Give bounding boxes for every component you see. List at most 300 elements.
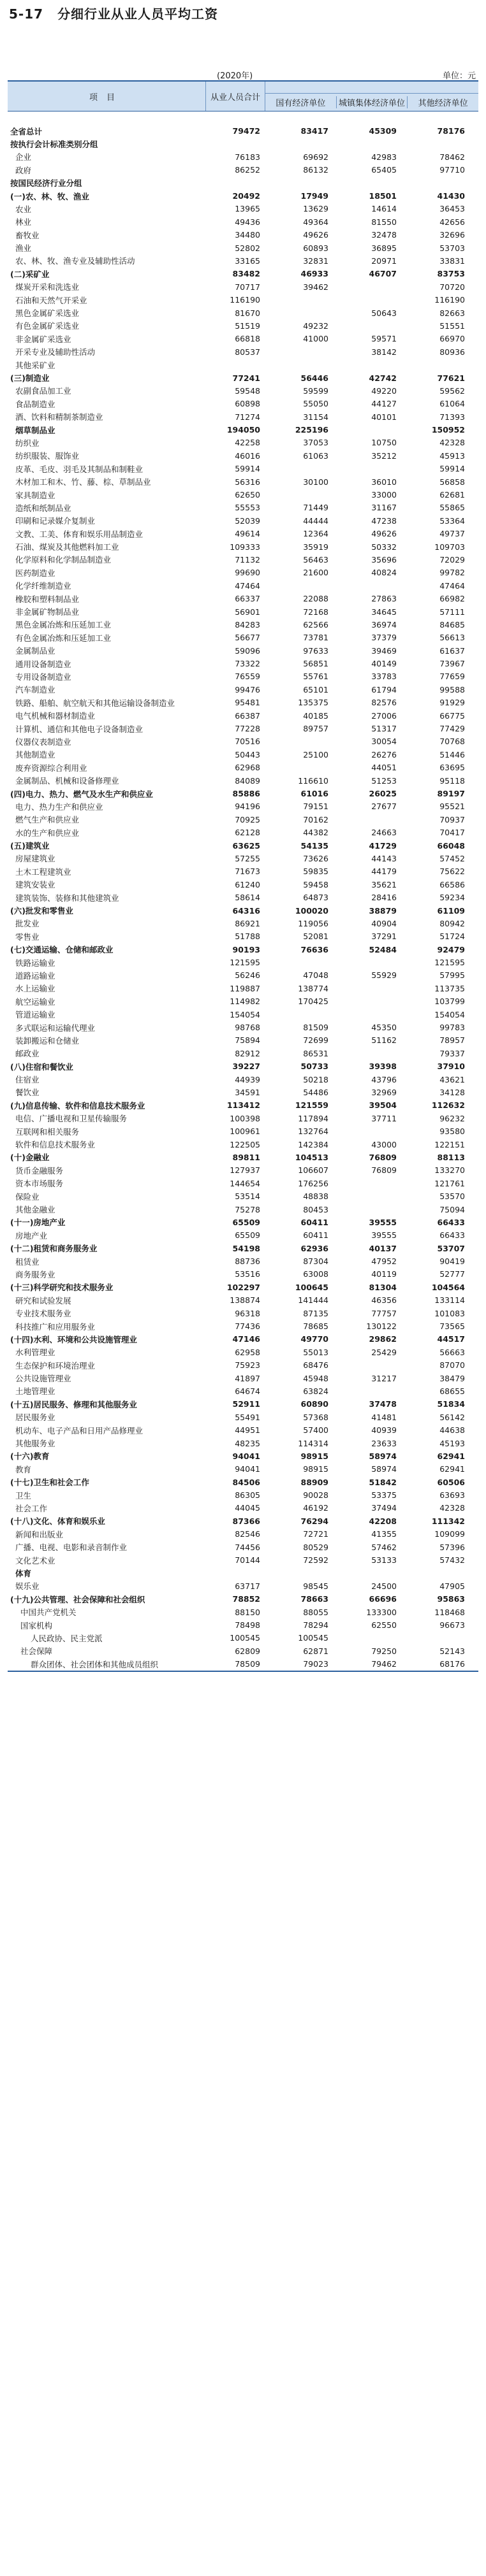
cell-value: 32696 <box>439 230 465 240</box>
row-label: 有色金属冶炼和压延加工业 <box>15 633 112 643</box>
table-row <box>8 1385 478 1397</box>
cell-value: 49364 <box>303 217 328 227</box>
row-label: (十八)文化、体育和娱乐业 <box>10 1516 105 1527</box>
cell-value: 176256 <box>298 1178 328 1188</box>
cell-total: 95481 <box>235 698 260 708</box>
table-row <box>8 488 478 501</box>
cell-total: 100961 <box>230 1126 260 1137</box>
header-total: 从业人员合计 <box>206 82 265 111</box>
table-row <box>8 1528 478 1541</box>
cell-value: 70720 <box>439 282 465 292</box>
cell-value: 44517 <box>437 1334 465 1344</box>
header-collective: 城镇集体经济单位 <box>337 96 408 108</box>
row-label: 按执行会计标准类别分组 <box>10 139 98 149</box>
cell-value: 47905 <box>439 1581 465 1591</box>
row-label: 体育 <box>15 1568 32 1578</box>
cell-value: 39462 <box>303 282 328 292</box>
table-row <box>8 1125 478 1137</box>
cell-value: 49626 <box>303 230 328 240</box>
table-row <box>8 1294 478 1307</box>
cell-value: 114314 <box>298 1438 328 1448</box>
table-row <box>8 956 478 968</box>
cell-value: 51317 <box>371 724 397 734</box>
row-label: (十七)卫生和社会工作 <box>10 1478 89 1488</box>
cell-value: 33783 <box>371 672 397 682</box>
cell-total: 54198 <box>232 1243 260 1253</box>
cell-value: 93580 <box>439 1126 465 1137</box>
cell-total: 144654 <box>230 1178 260 1188</box>
cell-total: 64674 <box>235 1386 260 1396</box>
cell-value: 92479 <box>437 944 465 954</box>
table-row <box>8 761 478 774</box>
cell-value: 35696 <box>371 554 397 565</box>
row-label: 土木工程建筑业 <box>15 867 71 877</box>
row-label: 管道运输业 <box>15 1010 55 1020</box>
cell-value: 17949 <box>300 191 328 201</box>
row-label: 水上运输业 <box>15 984 55 994</box>
cell-total: 86252 <box>235 165 260 175</box>
cell-value: 79023 <box>303 1659 328 1669</box>
row-label: (二)采矿业 <box>10 269 50 279</box>
cell-total: 127937 <box>230 1165 260 1176</box>
cell-total: 109333 <box>230 542 260 552</box>
row-label: (十三)科学研究和技术服务业 <box>10 1283 114 1293</box>
cell-total: 47146 <box>232 1334 260 1344</box>
cell-value: 36895 <box>371 243 397 253</box>
cell-value: 80936 <box>439 347 465 357</box>
cell-total: 56316 <box>235 477 260 487</box>
cell-value: 59914 <box>439 464 465 474</box>
cell-value: 51834 <box>437 1399 465 1409</box>
row-label: 零售业 <box>15 932 40 942</box>
row-label: 仪器仪表制造业 <box>15 737 71 747</box>
cell-value: 41729 <box>369 840 397 851</box>
cell-value: 57432 <box>439 1555 465 1565</box>
cell-value: 63693 <box>439 1490 465 1500</box>
cell-value: 100020 <box>295 905 328 916</box>
row-label: (十一)房地产业 <box>10 1218 66 1228</box>
row-label: 烟草制品业 <box>15 425 55 435</box>
row-label: 木材加工和木、竹、藤、棕、草制品业 <box>15 477 151 487</box>
cell-value: 27863 <box>371 594 397 604</box>
row-label: 政府 <box>15 165 32 175</box>
cell-value: 109099 <box>434 1529 465 1539</box>
table-header <box>8 82 478 112</box>
table-row <box>8 112 478 124</box>
row-label: (五)建筑业 <box>10 841 50 851</box>
cell-value: 71449 <box>303 503 328 513</box>
cell-value: 57396 <box>439 1542 465 1552</box>
table-row <box>8 345 478 358</box>
table-row <box>8 1086 478 1098</box>
cell-value: 42208 <box>369 1516 397 1526</box>
table-row <box>8 683 478 696</box>
cell-value: 90419 <box>439 1256 465 1267</box>
row-label: 家具制造业 <box>15 490 55 500</box>
row-label: 教育 <box>15 1464 32 1474</box>
table-row <box>8 1463 478 1476</box>
cell-value: 41000 <box>303 334 328 344</box>
cell-total: 61240 <box>235 879 260 889</box>
row-label: 研究和试验发展 <box>15 1295 71 1306</box>
table-row <box>8 943 478 956</box>
cell-total: 94041 <box>232 1451 260 1461</box>
cell-value: 46707 <box>369 269 397 279</box>
cell-value: 76809 <box>369 1152 397 1162</box>
cell-value: 106607 <box>298 1165 328 1176</box>
cell-value: 62941 <box>439 1464 465 1474</box>
row-label: 金属制品、机械和设备修理业 <box>15 776 119 786</box>
cell-value: 70768 <box>439 737 465 747</box>
table-row <box>8 748 478 761</box>
cell-total: 70516 <box>235 737 260 747</box>
table-row <box>8 1242 478 1255</box>
cell-value: 133270 <box>434 1165 465 1176</box>
cell-value: 38142 <box>371 347 397 357</box>
cell-value: 50218 <box>303 1074 328 1084</box>
row-label: 保险业 <box>15 1191 40 1202</box>
cell-value: 55013 <box>303 1347 328 1357</box>
cell-value: 63008 <box>303 1269 328 1279</box>
cell-value: 52081 <box>303 932 328 942</box>
table-row <box>8 254 478 267</box>
table-row <box>8 384 478 397</box>
row-label: 农业 <box>15 204 32 214</box>
cell-total: 33165 <box>235 255 260 266</box>
cell-value: 59562 <box>439 385 465 396</box>
cell-value: 45193 <box>439 1438 465 1448</box>
table-row <box>8 1541 478 1553</box>
cell-value: 51724 <box>439 932 465 942</box>
cell-value: 55929 <box>371 970 397 981</box>
row-label: 黑色金属矿采选业 <box>15 308 80 319</box>
row-label: 电信、广播电视和卫星传输服务 <box>15 1114 128 1124</box>
cell-value: 18501 <box>369 191 397 201</box>
cell-value: 39555 <box>369 1217 397 1227</box>
cell-value: 99588 <box>439 684 465 694</box>
cell-value: 121595 <box>434 958 465 968</box>
table-number: 5-17 <box>9 6 44 22</box>
row-label: (七)交通运输、仓储和邮政业 <box>10 945 114 955</box>
cell-value: 78957 <box>439 1035 465 1046</box>
cell-value: 78685 <box>303 1321 328 1332</box>
table-row <box>8 722 478 735</box>
cell-total: 76183 <box>235 152 260 162</box>
cell-value: 44143 <box>371 853 397 863</box>
cell-value: 37478 <box>369 1399 397 1409</box>
table-row <box>8 644 478 657</box>
cell-value: 41355 <box>371 1529 397 1539</box>
cell-value: 121761 <box>434 1178 465 1188</box>
cell-value: 70162 <box>303 814 328 824</box>
row-label: 燃气生产和供应业 <box>15 815 80 825</box>
row-label: 汽车制造业 <box>15 685 55 695</box>
row-label: (十四)水利、环境和公共设施管理业 <box>10 1334 137 1344</box>
cell-value: 46356 <box>371 1295 397 1306</box>
table-row <box>8 189 478 202</box>
salary-table <box>8 80 478 1672</box>
cell-value: 70937 <box>439 814 465 824</box>
row-label: 金属制品业 <box>15 646 55 656</box>
cell-value: 42983 <box>371 152 397 162</box>
table-row <box>8 463 478 475</box>
cell-total: 100398 <box>230 1113 260 1123</box>
cell-total: 62128 <box>235 828 260 838</box>
table-row <box>8 138 478 150</box>
table-row <box>8 605 478 618</box>
cell-total: 44951 <box>235 1425 260 1436</box>
cell-value: 64873 <box>303 893 328 903</box>
cell-value: 68476 <box>303 1360 328 1371</box>
cell-value: 37910 <box>437 1061 465 1072</box>
cell-value: 72721 <box>303 1529 328 1539</box>
row-label: 渔业 <box>15 243 32 254</box>
row-label: 企业 <box>15 152 32 162</box>
table-row <box>8 982 478 995</box>
cell-total: 52911 <box>232 1399 260 1409</box>
table-row <box>8 1579 478 1592</box>
table-row <box>8 410 478 423</box>
cell-value: 88055 <box>303 1607 328 1617</box>
cell-value: 61794 <box>371 684 397 694</box>
cell-total: 34480 <box>235 230 260 240</box>
table-row <box>8 514 478 527</box>
cell-total: 86921 <box>235 918 260 928</box>
table-row <box>8 1398 478 1411</box>
cell-total: 100545 <box>230 1633 260 1643</box>
cell-value: 40904 <box>371 918 397 928</box>
cell-value: 22088 <box>303 594 328 604</box>
unit-label: 单位：元 <box>442 71 476 81</box>
cell-value: 39504 <box>369 1100 397 1111</box>
row-label: 非金属矿采选业 <box>15 334 71 344</box>
row-label: 皮革、毛皮、羽毛及其制品和制鞋业 <box>15 464 144 474</box>
table-row <box>8 1151 478 1163</box>
table-row <box>8 1034 478 1047</box>
cell-value: 90028 <box>303 1490 328 1500</box>
cell-value: 29862 <box>369 1334 397 1344</box>
table-row <box>8 917 478 930</box>
table-row <box>8 475 478 488</box>
cell-value: 103799 <box>434 997 465 1007</box>
cell-value: 60893 <box>303 243 328 253</box>
cell-value: 109703 <box>434 542 465 552</box>
cell-total: 77436 <box>235 1321 260 1332</box>
cell-value: 43621 <box>439 1074 465 1084</box>
row-label: 建筑装饰、装修和其他建筑业 <box>15 893 119 903</box>
cell-value: 10750 <box>371 438 397 448</box>
table-row <box>8 1372 478 1385</box>
table-row <box>8 1593 478 1606</box>
row-label: 化学纤维制造业 <box>15 581 71 591</box>
row-label: 批发业 <box>15 919 40 929</box>
cell-total: 77241 <box>232 373 260 383</box>
table-row <box>8 1553 478 1566</box>
table-row <box>8 1618 478 1631</box>
table-row <box>8 813 478 826</box>
row-label: 按国民经济行业分组 <box>10 178 82 189</box>
header-other: 其他经济单位 <box>418 99 468 108</box>
cell-total: 70717 <box>235 282 260 292</box>
table-row <box>8 1164 478 1177</box>
cell-total: 119887 <box>230 983 260 993</box>
table-row <box>8 540 478 553</box>
cell-value: 31154 <box>303 412 328 422</box>
cell-value: 78294 <box>303 1620 328 1630</box>
cell-value: 95521 <box>439 802 465 812</box>
cell-total: 52802 <box>235 243 260 253</box>
cell-total: 56246 <box>235 970 260 981</box>
table-row <box>8 241 478 254</box>
cell-value: 36010 <box>371 477 397 487</box>
cell-value: 53707 <box>437 1243 465 1253</box>
cell-total: 78852 <box>232 1594 260 1604</box>
cell-value: 80942 <box>439 918 465 928</box>
table-row <box>8 358 478 371</box>
cell-total: 90193 <box>232 944 260 954</box>
row-label: 土地管理业 <box>15 1386 55 1397</box>
cell-total: 41897 <box>235 1373 260 1383</box>
cell-total: 44939 <box>235 1074 260 1084</box>
row-label: 橡胶和塑料制品业 <box>15 594 80 604</box>
row-label: 电力、热力生产和供应业 <box>15 802 103 812</box>
cell-value: 25100 <box>303 749 328 759</box>
cell-value: 44638 <box>439 1425 465 1436</box>
row-label: 农、林、牧、渔专业及辅助性活动 <box>15 256 135 266</box>
table-row <box>8 1047 478 1060</box>
cell-value: 112632 <box>431 1100 465 1111</box>
row-label: 装卸搬运和仓储业 <box>15 1035 80 1046</box>
cell-total: 98768 <box>235 1023 260 1033</box>
cell-value: 38879 <box>369 905 397 916</box>
cell-value: 41481 <box>371 1412 397 1422</box>
cell-value: 98915 <box>303 1464 328 1474</box>
cell-value: 51446 <box>439 749 465 759</box>
cell-value: 56446 <box>300 373 328 383</box>
cell-value: 76636 <box>300 944 328 954</box>
cell-value: 116610 <box>298 775 328 786</box>
cell-total: 49436 <box>235 217 260 227</box>
cell-value: 32478 <box>371 230 397 240</box>
row-label: 互联网和相关服务 <box>15 1126 80 1137</box>
table-row <box>8 839 478 852</box>
cell-total: 46016 <box>235 450 260 461</box>
row-label: 水的生产和供应业 <box>15 828 80 838</box>
cell-total: 63625 <box>232 840 260 851</box>
cell-value: 60890 <box>300 1399 328 1409</box>
table-row <box>8 1099 478 1112</box>
cell-total: 94196 <box>235 802 260 812</box>
cell-value: 135375 <box>298 698 328 708</box>
cell-value: 30054 <box>371 737 397 747</box>
cell-total: 13965 <box>235 204 260 214</box>
cell-value: 88909 <box>300 1477 328 1487</box>
table-row <box>8 670 478 683</box>
cell-value: 37494 <box>371 1503 397 1513</box>
row-label: 邮政业 <box>15 1049 40 1059</box>
row-label: (八)住宿和餐饮业 <box>10 1061 73 1072</box>
header-subgroup <box>265 82 478 111</box>
table-row <box>8 1411 478 1423</box>
cell-value: 36453 <box>439 204 465 214</box>
cell-value: 57995 <box>439 970 465 981</box>
table-row <box>8 1346 478 1358</box>
cell-value: 87304 <box>303 1256 328 1267</box>
cell-value: 121559 <box>295 1100 328 1111</box>
row-label: (十二)租赁和商务服务业 <box>10 1244 98 1254</box>
cell-value: 80453 <box>303 1204 328 1214</box>
table-row <box>8 150 478 163</box>
cell-value: 141444 <box>298 1295 328 1306</box>
cell-value: 99782 <box>439 568 465 578</box>
cell-value: 58974 <box>369 1451 397 1461</box>
cell-value: 26025 <box>369 789 397 798</box>
table-row <box>8 969 478 982</box>
table-row <box>8 1216 478 1228</box>
cell-total: 66337 <box>235 594 260 604</box>
cell-total: 44045 <box>235 1503 260 1513</box>
table-row <box>8 592 478 605</box>
cell-total: 66818 <box>235 334 260 344</box>
row-label: 水利管理业 <box>15 1348 55 1358</box>
cell-value: 36974 <box>371 619 397 630</box>
table-row <box>8 528 478 540</box>
cell-total: 88150 <box>235 1607 260 1617</box>
cell-value: 78176 <box>437 126 465 136</box>
table-row <box>8 1112 478 1125</box>
cell-value: 61637 <box>439 645 465 656</box>
cell-value: 79250 <box>371 1646 397 1656</box>
cell-value: 66048 <box>437 840 465 851</box>
cell-value: 47464 <box>439 580 465 591</box>
row-label: 其他制造业 <box>15 750 55 760</box>
table-row <box>8 1488 478 1501</box>
cell-value: 72029 <box>439 554 465 565</box>
cell-total: 56901 <box>235 607 260 617</box>
cell-value: 53133 <box>371 1555 397 1565</box>
cell-value: 76294 <box>300 1516 328 1526</box>
cell-value: 111342 <box>431 1516 465 1526</box>
row-label: 废弃资源综合利用业 <box>15 763 87 773</box>
cell-value: 38479 <box>439 1373 465 1383</box>
cell-total: 65509 <box>232 1217 260 1227</box>
cell-value: 42742 <box>369 373 397 383</box>
cell-total: 58614 <box>235 893 260 903</box>
cell-value: 142384 <box>298 1139 328 1149</box>
cell-value: 82576 <box>371 698 397 708</box>
cell-value: 150952 <box>431 425 465 435</box>
cell-value: 24500 <box>371 1581 397 1591</box>
table-row <box>8 1073 478 1086</box>
cell-value: 77621 <box>437 373 465 383</box>
cell-total: 74456 <box>235 1542 260 1552</box>
cell-value: 65405 <box>371 165 397 175</box>
cell-value: 86531 <box>303 1048 328 1058</box>
table-row <box>8 1644 478 1657</box>
row-label: 食品制造业 <box>15 399 55 409</box>
row-label: 其他服务业 <box>15 1439 55 1449</box>
cell-value: 39398 <box>369 1061 397 1072</box>
row-label: 国家机构 <box>20 1620 53 1630</box>
table-row <box>8 1423 478 1436</box>
cell-value: 37711 <box>371 1113 397 1123</box>
table-row <box>8 124 478 137</box>
row-label: 多式联运和运输代理业 <box>15 1023 96 1033</box>
row-label: 社会保障 <box>20 1646 53 1657</box>
table-row <box>8 618 478 631</box>
table-row <box>8 1632 478 1644</box>
cell-total: 138874 <box>230 1295 260 1306</box>
